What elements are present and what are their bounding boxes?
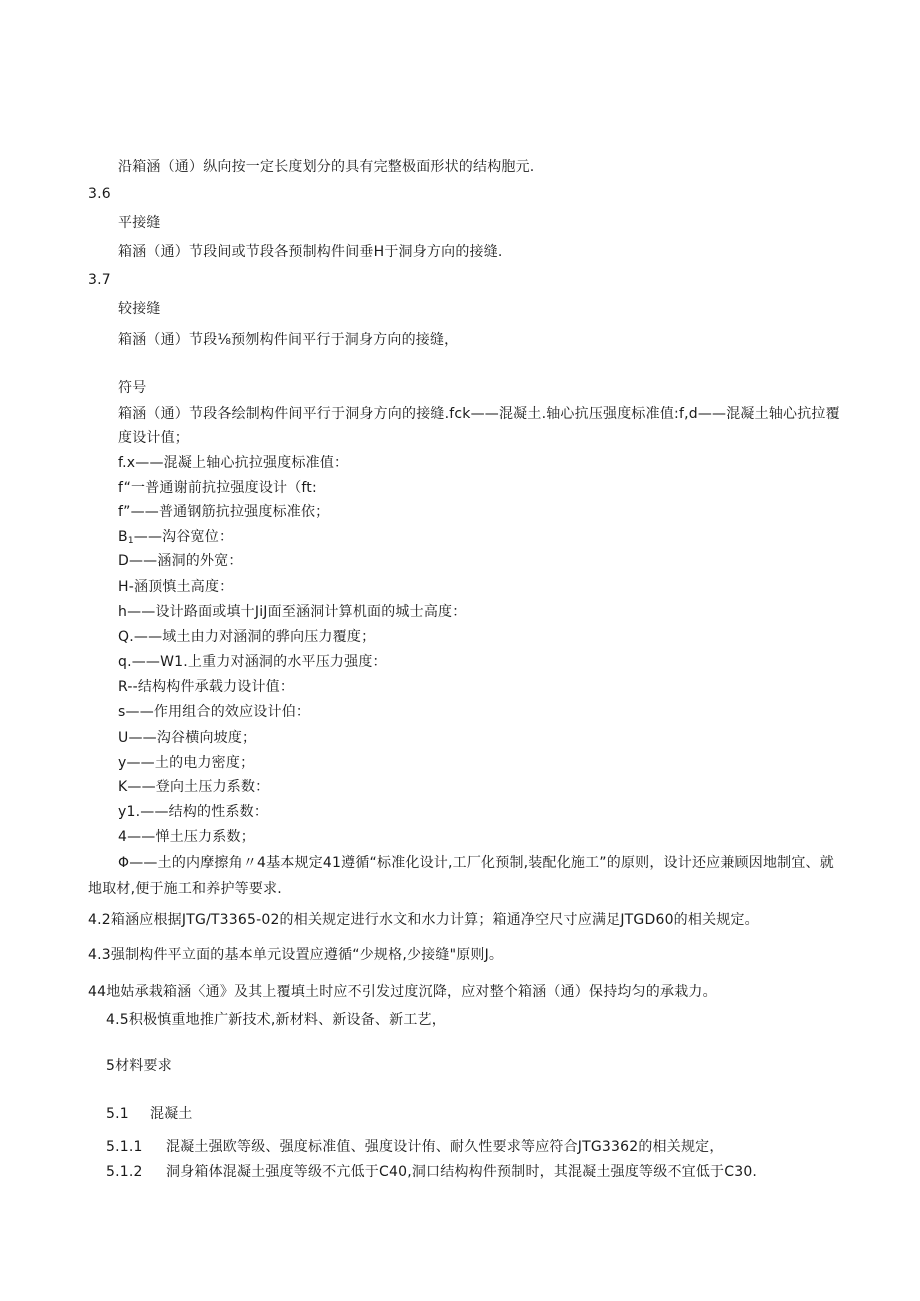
symbol-item: q.——W1.上重力对涵洞的水平压力强度： bbox=[118, 654, 387, 670]
clause-4-2: 4.2箱涵应根据JTG/T3365-02的相关规定进行水文和水力计算；箱通净空尺寸应满足JTGD60的相关规定。 bbox=[88, 912, 759, 928]
term-heading: 较接缝 bbox=[118, 301, 161, 317]
symbol-item: f”——普通钢筋抗拉强度标准依； bbox=[118, 504, 330, 520]
clause-number: 5.1.2 bbox=[106, 1164, 143, 1180]
symbol-item: y1.——结构的性系数： bbox=[118, 804, 269, 820]
symbols-heading: 符号 bbox=[118, 380, 147, 396]
symbol-item: D——涵洞的外宽： bbox=[118, 553, 243, 569]
symbol-item: Q.——域土由力对涵洞的骅向压力覆度； bbox=[118, 629, 376, 645]
symbol-item: H-涵顶慎土高度： bbox=[118, 579, 234, 595]
symbol-item: h——设计路面或填十JiJ面至涵洞计算机面的城士高度： bbox=[118, 604, 467, 620]
clause-5-1-1: 混凝土强欧等级、强度标准值、强度设计侑、耐久性要求等应符合JTG3362的相关规定， bbox=[166, 1139, 724, 1155]
symbols-intro-paragraph: 箱涵（通）节段各绘制构件间平行于洞身方向的接缝.fck——混凝土.轴心抗压强度标准值:f,d——混凝土轴心抗拉覆度设计值； bbox=[118, 406, 840, 446]
symbol-item: f.x——混凝上轴心抗拉强度标准值： bbox=[118, 455, 349, 471]
symbol-item: 4——惮土压力系数； bbox=[118, 829, 255, 845]
symbol-description: ——沟谷宽位： bbox=[133, 529, 234, 545]
clause-number: 5.1.1 bbox=[106, 1139, 143, 1155]
symbol-item: s——作用组合的效应设计伯： bbox=[118, 704, 311, 720]
symbol-item: K——登向土压力系数： bbox=[118, 779, 270, 795]
symbol-item: f“一普通谢前抗拉强度设计（ft: bbox=[118, 480, 317, 496]
symbol-item: R--结构构件承载力设计值： bbox=[118, 679, 295, 695]
symbol-item: U——沟谷横向坡度； bbox=[118, 730, 257, 746]
term-heading: 平接缝 bbox=[118, 215, 161, 231]
symbol-subscript: 1 bbox=[127, 536, 134, 546]
definition-text: 箱涵（通）节段⅛预刎构件间平行于洞身方向的接缝， bbox=[118, 332, 459, 348]
definition-text: 箱涵（通）节段间或节段各预制构件间垂H于洞身方向的接缝. bbox=[118, 244, 503, 260]
chapter-5-heading: 5材料要求 bbox=[106, 1058, 172, 1074]
clause-4-4: 44地姑承栽箱涵〈通》及其上覆填土时应不引发过度沉降，应对整个箱涵（通）保持均匀的承栽力。 bbox=[88, 984, 717, 1000]
definition-text: 沿箱涵（通）纵向按一定长度划分的具有完整极面形状的结构胞元. bbox=[118, 159, 535, 175]
symbol-item: y——土的电力密度； bbox=[118, 755, 255, 771]
section-title: 混凝土 bbox=[150, 1106, 193, 1122]
clause-5-1-2: 洞身箱体混凝土强度等级不亢低于C40,洞口结构构件预制时，其混凝土强度等级不宜低于C30. bbox=[166, 1164, 758, 1180]
section-number: 3.7 bbox=[88, 272, 111, 288]
symbol-item-b1 bbox=[118, 527, 233, 551]
clause-4-3: 4.3强制构件平立面的基本单元设置应遵循“少规格,少接缝"原则J。 bbox=[88, 947, 504, 963]
symbol-letter: B bbox=[118, 529, 128, 545]
clause-4-5: 4.5积极慎重地推广新技术,新材料、新设备、新工艺， bbox=[106, 1012, 446, 1028]
section-number: 5.1 bbox=[106, 1106, 129, 1122]
phi-paragraph: Φ——土的内摩擦角〃4基本规定41遵循“标准化设计,工厂化预制,装配化施工”的原则，设计还应兼顾因地制宜、就地取材,便于施工和养护等要求. bbox=[88, 855, 834, 897]
section-number: 3.6 bbox=[88, 186, 111, 202]
